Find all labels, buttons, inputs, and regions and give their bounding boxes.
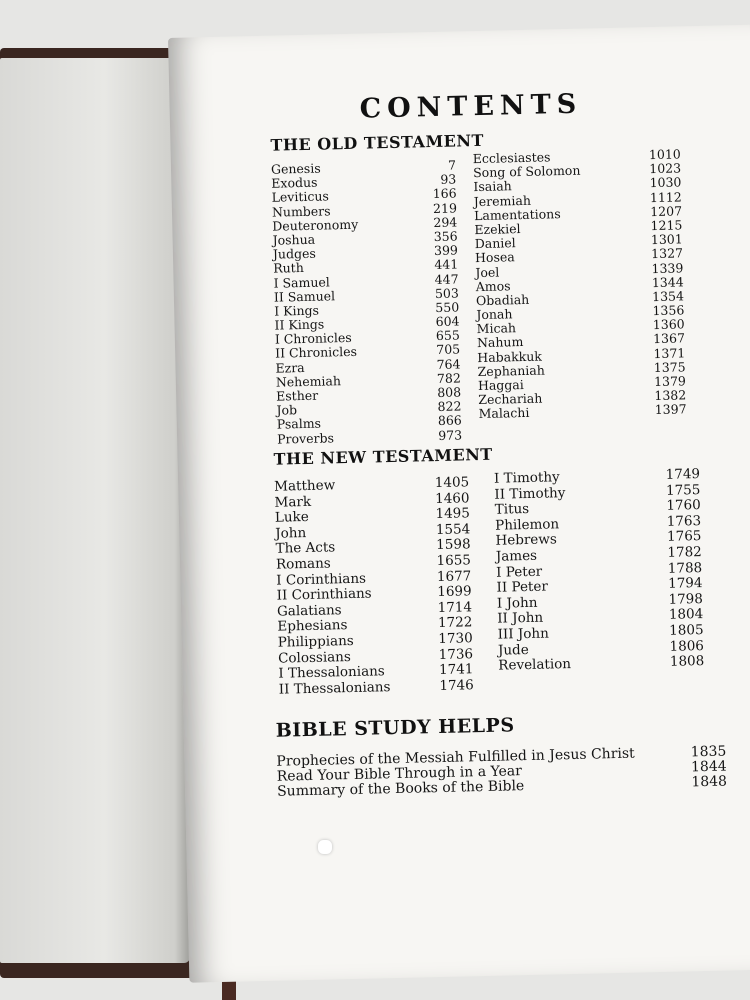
page-number: 1371	[653, 344, 686, 361]
page-number: 1805	[669, 621, 704, 639]
page-number: 1367	[652, 330, 686, 347]
book-name: II Chronicles	[275, 344, 358, 362]
page-number: 447	[434, 270, 459, 287]
book-name: II Samuel	[273, 287, 336, 305]
page-number: 1207	[650, 203, 683, 219]
study-helps-list	[276, 744, 727, 800]
page-number: 1722	[437, 614, 473, 632]
book-name: Habakkuk	[477, 348, 543, 365]
book-name: I Chronicles	[274, 330, 352, 347]
book-name: I Kings	[274, 302, 320, 319]
book-name: Summary of the Books of the Bible	[276, 778, 525, 801]
book-name: Obadiah	[475, 291, 530, 308]
page-number: 441	[434, 256, 459, 273]
book-name: Matthew	[274, 477, 336, 495]
page-number: 1030	[649, 174, 682, 191]
book-name: Ezekiel	[474, 220, 521, 238]
book-name: Joel	[475, 264, 500, 280]
contents-entry	[498, 653, 704, 673]
book-name: Numbers	[271, 202, 331, 220]
book-name: I Samuel	[273, 273, 330, 291]
book-name: Philemon	[494, 516, 560, 534]
page-number: 1344	[651, 274, 684, 290]
book-name: Psalms	[276, 416, 322, 433]
page-number: 1010	[648, 146, 681, 163]
page-blemish	[318, 840, 332, 854]
page-number: 1746	[439, 676, 474, 694]
page-number: 1554	[435, 521, 471, 538]
page-number: 1835	[690, 743, 727, 761]
new-testament-column-2	[494, 466, 705, 673]
book-name: Philippians	[277, 632, 354, 651]
page-number: 219	[432, 200, 458, 216]
book-name: II Peter	[496, 578, 549, 596]
page-number: 399	[433, 242, 459, 259]
page-number: 1794	[667, 575, 703, 592]
book-name: Esther	[275, 387, 319, 404]
page-number: 1495	[435, 505, 471, 523]
page-number: 1798	[668, 590, 704, 608]
page-number: 1699	[437, 583, 472, 601]
book-name: II Corinthians	[276, 585, 372, 604]
book-name: II Thessalonians	[278, 678, 391, 698]
page-number: 1741	[438, 661, 474, 679]
book-name: II John	[497, 609, 544, 628]
book-name: I Thessalonians	[278, 663, 385, 682]
page-number: 764	[436, 356, 461, 372]
book-name: I Peter	[496, 563, 543, 581]
page-number: 1760	[666, 497, 701, 514]
book-name: Judges	[272, 245, 316, 262]
page-title: CONTENTS	[359, 88, 583, 125]
book-name: Read Your Bible Through in a Year	[276, 763, 523, 785]
page-number: 604	[435, 313, 460, 330]
page-number: 1354	[652, 288, 685, 304]
contents-entry	[277, 427, 467, 445]
page-number: 1112	[649, 188, 682, 205]
old-testament-column-2	[473, 146, 687, 420]
book-name: Colossians	[277, 648, 352, 667]
book-name: I Timothy	[493, 469, 560, 487]
book-name: Prophecies of the Messiah Fulfilled in Jesus Christ	[276, 745, 635, 770]
book-name: Titus	[494, 501, 530, 518]
book-name: Romans	[275, 555, 331, 573]
page-number: 1788	[667, 559, 703, 577]
page-number: 1023	[649, 160, 682, 177]
page-number: 356	[433, 228, 458, 244]
book-name: Mark	[274, 493, 312, 511]
book-name: Job	[276, 402, 298, 418]
page-number: 1405	[434, 474, 470, 492]
book-name: I Corinthians	[276, 570, 367, 589]
left-page	[0, 58, 190, 963]
page-number: 1339	[651, 259, 684, 276]
page-number: 1598	[436, 536, 471, 554]
new-testament-heading: THE NEW TESTAMENT	[273, 444, 493, 469]
book-name: Daniel	[474, 235, 516, 252]
page-number: 1730	[438, 630, 473, 647]
book-name: Zechariah	[478, 390, 543, 408]
book-name: The Acts	[275, 539, 336, 558]
book-name: Galatians	[276, 601, 342, 620]
book-name: Ephesians	[277, 617, 348, 636]
page-number: 1782	[667, 543, 702, 561]
page-number: 1382	[654, 387, 687, 404]
book-name: Deuteronomy	[272, 216, 359, 234]
book-name: Hebrews	[495, 531, 558, 550]
page-number: 1804	[668, 606, 704, 624]
book-name: Jude	[497, 641, 529, 659]
book-name: Haggai	[477, 377, 524, 394]
book-name: Zephaniah	[477, 362, 545, 379]
page-number: 1655	[436, 552, 472, 570]
book-name: Luke	[274, 509, 309, 526]
page-number: 705	[436, 341, 461, 358]
contents-entry	[279, 677, 479, 697]
page-number: 1808	[669, 653, 705, 670]
page-number: 1763	[666, 512, 702, 530]
page-number: 1806	[669, 637, 705, 655]
page-number: 550	[435, 299, 460, 315]
book-name: I John	[496, 594, 538, 612]
page-number: 1327	[651, 245, 684, 262]
old-testament-column-1	[271, 157, 467, 445]
page-number: 1677	[436, 567, 472, 585]
book-name: III John	[497, 625, 550, 643]
page-number: 1844	[690, 758, 727, 776]
study-helps-heading: BIBLE STUDY HELPS	[275, 714, 515, 742]
book-name: Song of Solomon	[472, 162, 581, 181]
book-name: Micah	[476, 320, 517, 337]
book-name: Jonah	[476, 306, 513, 323]
page-number: 866	[437, 412, 462, 429]
page-number: 822	[437, 398, 462, 415]
book-name: Nehemiah	[275, 372, 342, 390]
page-number: 973	[438, 426, 463, 443]
page-number: 1460	[434, 489, 470, 507]
book-name: Ecclesiastes	[472, 149, 551, 167]
book-name: Jeremiah	[473, 192, 532, 209]
book-name: Revelation	[498, 656, 572, 674]
page-number: 1397	[654, 401, 687, 418]
page-number: 1301	[650, 231, 683, 248]
book-name: Hosea	[474, 249, 515, 266]
page-number: 1375	[653, 359, 686, 375]
book-name: Lamentations	[473, 205, 561, 223]
book-name: Malachi	[478, 405, 530, 422]
book-name: Amos	[475, 277, 511, 294]
page-number: 1848	[691, 773, 728, 791]
book-name: Exodus	[271, 174, 318, 191]
new-testament-column-1	[274, 474, 479, 697]
page-number: 1360	[652, 316, 685, 333]
page-number: 1765	[666, 528, 702, 546]
page-number: 1356	[652, 302, 685, 319]
book-name: Nahum	[476, 334, 524, 351]
book-name: Isaiah	[473, 178, 512, 195]
old-testament-heading: THE OLD TESTAMENT	[270, 130, 485, 155]
book-name: John	[275, 524, 307, 542]
page-number: 7	[447, 157, 457, 173]
book-name: Ruth	[273, 260, 304, 276]
book-name: Ezra	[275, 359, 305, 376]
page-number: 1749	[665, 466, 701, 483]
page-number: 503	[434, 285, 460, 301]
page-number: 655	[435, 327, 460, 344]
page-number: 1755	[665, 481, 701, 499]
page-number: 808	[437, 384, 462, 400]
book-name: Genesis	[270, 160, 321, 177]
book-name: Joshua	[272, 231, 316, 248]
book-name: II Kings	[274, 316, 325, 333]
page-number: 93	[440, 171, 457, 188]
page-number: 1379	[653, 373, 687, 390]
book-name: Leviticus	[271, 188, 330, 206]
book-name: James	[495, 547, 538, 565]
page-number: 782	[436, 370, 461, 386]
contents-page	[168, 25, 750, 983]
page-number: 1736	[438, 645, 474, 663]
page-number: 1714	[437, 599, 473, 616]
page-number: 294	[433, 214, 458, 230]
page-number: 166	[432, 185, 457, 202]
page-number: 1215	[650, 217, 683, 234]
book-name: II Timothy	[494, 484, 566, 503]
book-name: Proverbs	[276, 429, 335, 447]
